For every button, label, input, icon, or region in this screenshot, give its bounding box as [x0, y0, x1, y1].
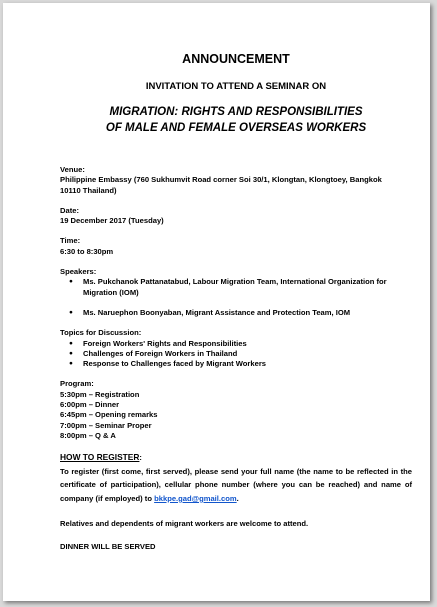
topic-item: ● Response to Challenges faced by Migrant Workers [60, 359, 412, 369]
seminar-title-line1: MIGRATION: RIGHTS AND RESPONSIBILITIES [109, 106, 363, 118]
time-section [60, 236, 412, 257]
time-value: 6:30 to 8:30pm [60, 246, 114, 256]
venue-line1: Philippine Embassy (760 Sukhumvit Road corner Soi 30/1, Klongtan, Klongtoey, Bangkok [60, 175, 382, 185]
register-section [60, 451, 412, 505]
email-link[interactable]: bkkpe.gad@gmail.com [154, 493, 237, 503]
topics-label: Topics for Discussion: [60, 328, 142, 338]
program-item: 6:45pm – Opening remarks [60, 410, 158, 420]
topic-item: ● Challenges of Foreign Workers in Thailand [60, 349, 412, 359]
invitation-heading: INVITATION TO ATTEND A SEMINAR ON [145, 81, 327, 92]
program-section [60, 379, 412, 441]
topics-list [60, 339, 412, 370]
register-heading [60, 451, 412, 465]
speaker-item: ● Ms. Pukchanok Pattanatabud, Labour Migration Team, International Organization for Migration (IOM) [60, 277, 412, 298]
venue-section [60, 165, 412, 196]
register-colon: : [139, 453, 142, 463]
date-section [60, 206, 412, 227]
register-title: HOW TO REGISTER [60, 452, 140, 463]
program-label: Program: [60, 379, 94, 389]
date-label: Date: [60, 205, 79, 215]
register-end: . [236, 493, 239, 503]
time-label: Time: [60, 236, 81, 246]
relatives-note: Relatives and dependents of migrant workers are welcome to attend. [60, 519, 309, 529]
register-instructions [60, 465, 412, 506]
document-page [3, 3, 430, 601]
speakers-label: Speakers: [60, 267, 97, 277]
program-item: 8:00pm – Q & A [60, 430, 116, 440]
topic-item: ● Foreign Workers' Rights and Responsibilities [60, 339, 412, 349]
venue-label: Venue: [60, 165, 85, 174]
seminar-title-line2: OF MALE AND FEMALE OVERSEAS WORKERS [105, 122, 367, 134]
dinner-note: DINNER WILL BE SERVED [60, 542, 156, 552]
speaker-item: ● Ms. Naruephon Boonyaban, Migrant Assistance and Protection Team, IOM [60, 308, 412, 318]
topics-section [60, 328, 412, 369]
speakers-list [60, 277, 412, 318]
announcement-heading: ANNOUNCEMENT [182, 52, 290, 66]
venue-line2: 10110 Thailand) [60, 185, 117, 195]
speakers-section [60, 267, 412, 318]
program-item: 7:00pm – Seminar Proper [60, 420, 152, 430]
document-content [60, 52, 412, 551]
seminar-title [60, 104, 412, 136]
date-value: 19 December 2017 (Tuesday) [60, 216, 164, 226]
program-item: 5:30pm – Registration [60, 389, 140, 399]
program-item: 6:00pm – Dinner [60, 400, 120, 410]
register-text: To register (first come, first served), please send your full name (the name to be reflected in the certificate of participation), cellular phone number (where you can be reached) and name of company (if employed) to [60, 466, 412, 503]
